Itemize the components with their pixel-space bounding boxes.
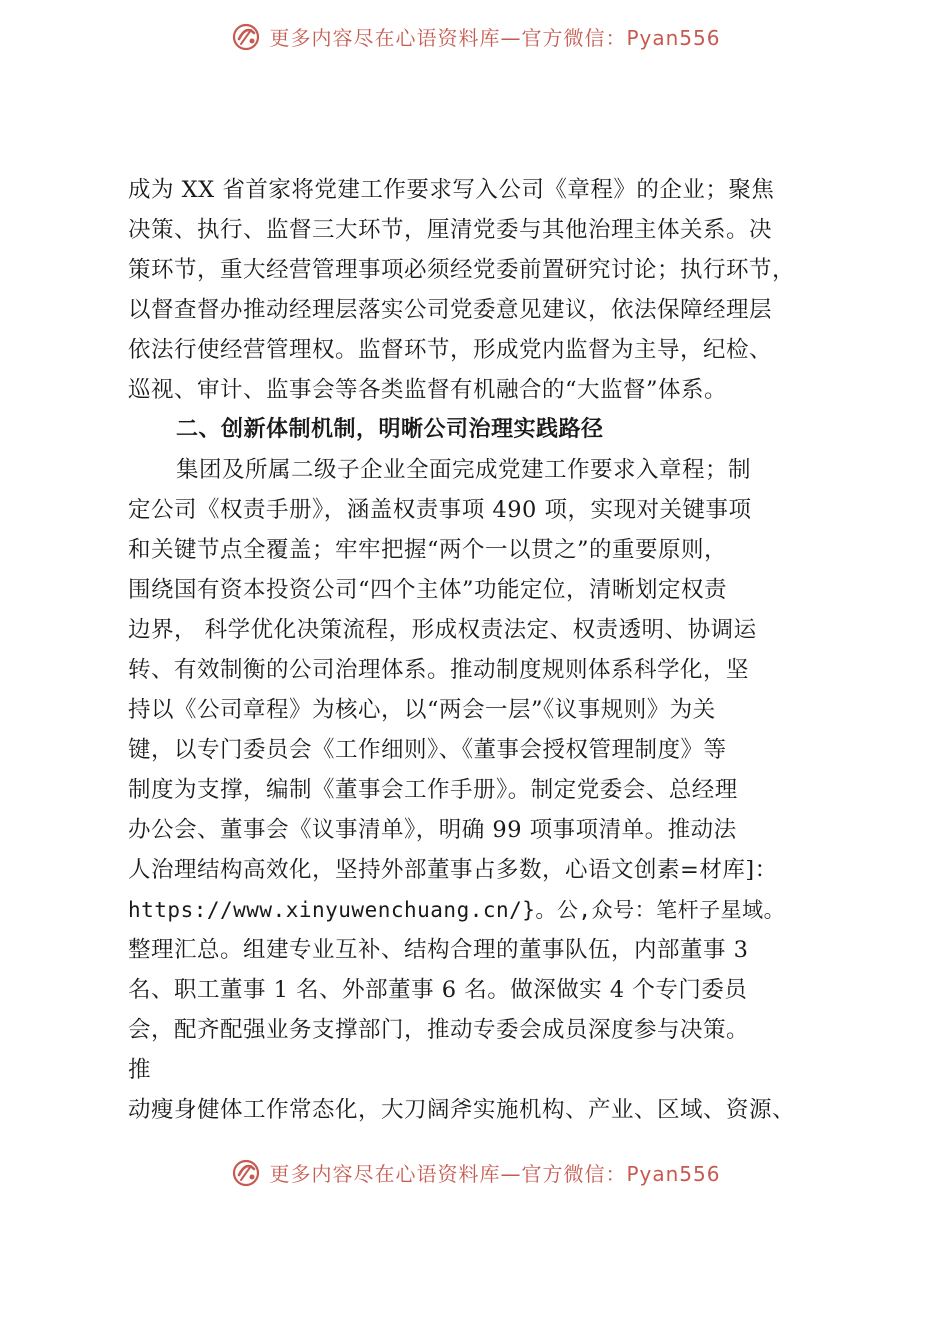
paragraph-line: 边界， 科学优化决策流程，形成权责法定、权责透明、协调运 <box>128 617 757 643</box>
paragraph-line: 会，配齐配强业务支撑部门，推动专委会成员深度参与决策。 <box>128 1017 750 1043</box>
paragraph-line: 办公会、董事会《议事清单》，明确 99 项事项清单。推动法 <box>128 817 737 843</box>
watermark-text: 更多内容尽在心语资料库—官方微信：Pyan556 <box>269 25 721 50</box>
paragraph-line: 持以《公司章程》为核心，以“两会一层”《议事规则》为关 <box>128 697 716 723</box>
footer-watermark <box>0 1150 950 1194</box>
header-watermark <box>0 14 950 58</box>
logo-icon <box>229 1155 263 1189</box>
paragraph-line: 策环节，重大经营管理事项必须经党委前置研究讨论；执行环节， <box>128 257 796 283</box>
paragraph-line: 成为 XX 省首家将党建工作要求写入公司《章程》的企业；聚焦 <box>128 177 775 203</box>
paragraph-line: 巡视、审计、监事会等各类监督有机融合的“大监督”体系。 <box>128 377 728 403</box>
paragraph-line: 围绕国有资本投资公司“四个主体”功能定位，清晰划定权责 <box>128 577 728 603</box>
paragraph-line: 依法行使经营管理权。监督环节，形成党内监督为主导，纪检、 <box>128 337 773 363</box>
paragraph-line: 集团及所属二级子企业全面完成党建工作要求入章程；制 <box>176 457 752 483</box>
document-body <box>128 170 868 1130</box>
paragraph-line: 和关键节点全覆盖；牢牢把握“两个一以贯之”的重要原则， <box>128 537 728 563</box>
section-heading: 二、创新体制机制，明晰公司治理实践路径 <box>176 417 604 442</box>
paragraph-line: 名、职工董事 1 名、外部董事 6 名。做深做实 4 个专门委员 <box>128 977 748 1003</box>
paragraph-line: 以督查督办推动经理层落实公司党委意见建议，依法保障经理层 <box>128 297 773 323</box>
paragraph-line: 推 <box>128 1057 152 1083</box>
paragraph-line: 键，以专门委员会《工作细则》、《董事会授权管理制度》等 <box>128 737 727 763</box>
paragraph-line: 转、有效制衡的公司治理体系。推动制度规则体系科学化，坚 <box>128 657 750 683</box>
paragraph-line: 决策、执行、监督三大环节，厘清党委与其他治理主体关系。决 <box>128 217 773 243</box>
paragraph-line: 制度为支撑，编制《董事会工作手册》。制定党委会、总经理 <box>128 777 738 803</box>
paragraph-line: 整理汇总。组建专业互补、结构合理的董事队伍，内部董事 3 <box>128 937 749 963</box>
paragraph-line: 定公司《权责手册》，涵盖权责事项 490 项，实现对关键事项 <box>128 497 752 523</box>
watermark-text: 更多内容尽在心语资料库—官方微信：Pyan556 <box>269 1161 721 1186</box>
logo-icon <box>229 19 263 53</box>
url-line: https://www.xinyuwenchuang.cn/}。公,众号：笔杆子星域。 <box>128 898 786 922</box>
paragraph-line: 人治理结构高效化，坚持外部董事占多数，心语文创素=材库]： <box>128 857 778 883</box>
paragraph-line: 动瘦身健体工作常态化，大刀阔斧实施机构、产业、区域、资源、 <box>128 1097 796 1123</box>
